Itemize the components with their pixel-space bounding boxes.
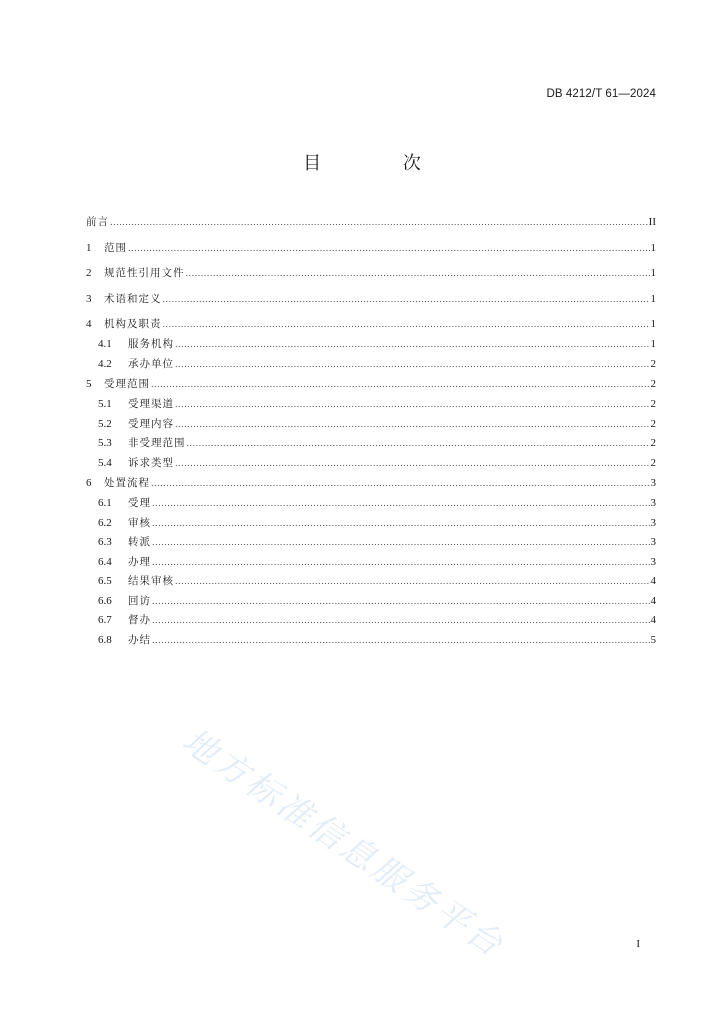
toc-entry[interactable]	[86, 397, 656, 417]
toc-entry-label: 前言	[86, 216, 109, 228]
toc-entry[interactable]	[86, 555, 656, 575]
toc-entry-page: 1	[650, 241, 656, 254]
document-code: DB 4212/T 61—2024	[546, 88, 656, 100]
toc-leader-dots	[163, 293, 650, 307]
toc-entry-page: 4	[650, 575, 656, 587]
toc-leader-dots	[152, 614, 650, 628]
toc-entry-label: 受理	[128, 497, 151, 509]
toc-leader-dots	[175, 398, 650, 412]
toc-leader-dots	[151, 477, 650, 491]
toc-entry[interactable]	[86, 357, 656, 377]
toc-entry-number: 3	[86, 292, 92, 305]
toc-entry-number: 6.4	[98, 555, 112, 568]
toc-entry-number: 6.6	[98, 594, 112, 607]
toc-entry[interactable]	[86, 574, 656, 594]
toc-entry-label: 结果审核	[128, 575, 174, 587]
toc-entry[interactable]	[86, 291, 656, 317]
toc-entry-page: 3	[650, 497, 656, 509]
toc-entry-page: 2	[650, 456, 656, 469]
toc-entry[interactable]	[86, 516, 656, 536]
toc-entry-number: 5.1	[98, 398, 112, 410]
toc-entry-label: 非受理范围	[128, 437, 186, 449]
toc-entry-page: 1	[650, 267, 656, 279]
toc-entry-page: 5	[650, 633, 656, 646]
page-number: I	[636, 938, 640, 950]
toc-leader-dots	[175, 457, 650, 471]
toc-leader-dots	[152, 536, 650, 550]
toc-entry-number: 5.3	[98, 437, 112, 449]
toc-entry-label: 范围	[104, 241, 127, 254]
toc-entry[interactable]	[86, 436, 656, 456]
toc-entry-number: 6.8	[98, 633, 112, 646]
toc-leader-dots	[187, 437, 650, 451]
toc-entry[interactable]	[86, 496, 656, 516]
toc-entry-page: 1	[650, 292, 656, 305]
toc-entry-number: 2	[86, 267, 92, 279]
toc-entry[interactable]	[86, 316, 656, 337]
toc-entry-number: 6.5	[98, 575, 112, 587]
toc-entry-number: 5.2	[98, 417, 112, 430]
toc-entry-label: 审核	[128, 516, 151, 529]
toc-entry-page: 1	[650, 318, 656, 330]
toc-entry-number: 6.1	[98, 497, 112, 509]
toc-entry-label: 规范性引用文件	[104, 267, 185, 279]
toc-entry[interactable]	[86, 613, 656, 633]
toc-entry-page: 4	[650, 594, 656, 607]
toc-entry-page: 2	[650, 437, 656, 449]
toc-entry[interactable]	[86, 337, 656, 357]
toc-entry[interactable]	[86, 417, 656, 437]
toc-leader-dots	[175, 418, 650, 432]
toc-entry[interactable]	[86, 376, 656, 397]
toc-entry-number: 6	[86, 477, 92, 489]
toc-entry-label: 机构及职责	[104, 318, 162, 330]
page-title: 目 次	[303, 153, 459, 174]
toc-entry-label: 办结	[128, 633, 151, 646]
toc-entry-page: 1	[650, 338, 656, 350]
toc-entry-page: 2	[650, 357, 656, 370]
toc-entry[interactable]	[86, 456, 656, 476]
toc-entry-label: 受理渠道	[128, 398, 174, 410]
toc-entry-number: 6.3	[98, 536, 112, 548]
toc-leader-dots	[175, 338, 650, 352]
toc-entry[interactable]	[86, 240, 656, 266]
toc-leader-dots	[175, 358, 650, 372]
toc-entry-page: 4	[650, 614, 656, 626]
toc-entry-page: 2	[650, 417, 656, 430]
toc-leader-dots	[152, 497, 650, 511]
toc-leader-dots	[175, 575, 650, 589]
toc-entry-label: 督办	[128, 614, 151, 626]
toc-entry-page: 3	[650, 516, 656, 529]
toc-entry-number: 6.7	[98, 614, 112, 626]
toc-entry-number: 1	[86, 241, 92, 254]
toc-leader-dots	[152, 634, 650, 648]
toc-entry-number: 4	[86, 318, 92, 330]
toc-entry-label: 处置流程	[104, 477, 150, 489]
toc-leader-dots	[186, 267, 650, 281]
toc-entry-label: 受理内容	[128, 417, 174, 430]
toc-entry-label: 诉求类型	[128, 456, 174, 469]
toc-entry-page: 2	[650, 378, 656, 390]
toc-leader-dots	[152, 517, 650, 531]
toc-entry-number: 4.2	[98, 357, 112, 370]
toc-entry-page: II	[648, 216, 656, 228]
toc-entry-label: 承办单位	[128, 357, 174, 370]
toc-leader-dots	[151, 378, 650, 392]
toc-entry-number: 5.4	[98, 456, 112, 469]
toc-entry-number: 5	[86, 378, 92, 390]
toc-entry-label: 术语和定义	[104, 292, 162, 305]
toc-entry-page: 2	[650, 398, 656, 410]
toc-leader-dots	[152, 556, 650, 570]
toc-entry-number: 4.1	[98, 338, 112, 350]
toc-entry[interactable]	[86, 535, 656, 555]
toc-entry-page: 3	[650, 555, 656, 568]
toc-entry-page: 3	[650, 536, 656, 548]
toc-leader-dots	[152, 595, 650, 609]
toc-entry-label: 回访	[128, 594, 151, 607]
toc-entry-label: 办理	[128, 555, 151, 568]
watermark: 地方标准信息服务平台	[174, 720, 513, 967]
toc-entry[interactable]	[86, 214, 656, 240]
toc-entry-number: 6.2	[98, 516, 112, 529]
toc-entry-label: 服务机构	[128, 338, 174, 350]
toc-leader-dots	[163, 318, 650, 332]
toc-entry[interactable]	[86, 475, 656, 496]
toc-leader-dots	[110, 216, 648, 230]
toc-entry-label: 受理范围	[104, 378, 150, 390]
toc-leader-dots	[128, 242, 650, 256]
table-of-contents	[86, 214, 656, 652]
toc-entry-label: 转派	[128, 536, 151, 548]
toc-entry[interactable]	[86, 633, 656, 653]
toc-entry[interactable]	[86, 594, 656, 614]
toc-entry-page: 3	[650, 477, 656, 489]
toc-entry[interactable]	[86, 265, 656, 291]
